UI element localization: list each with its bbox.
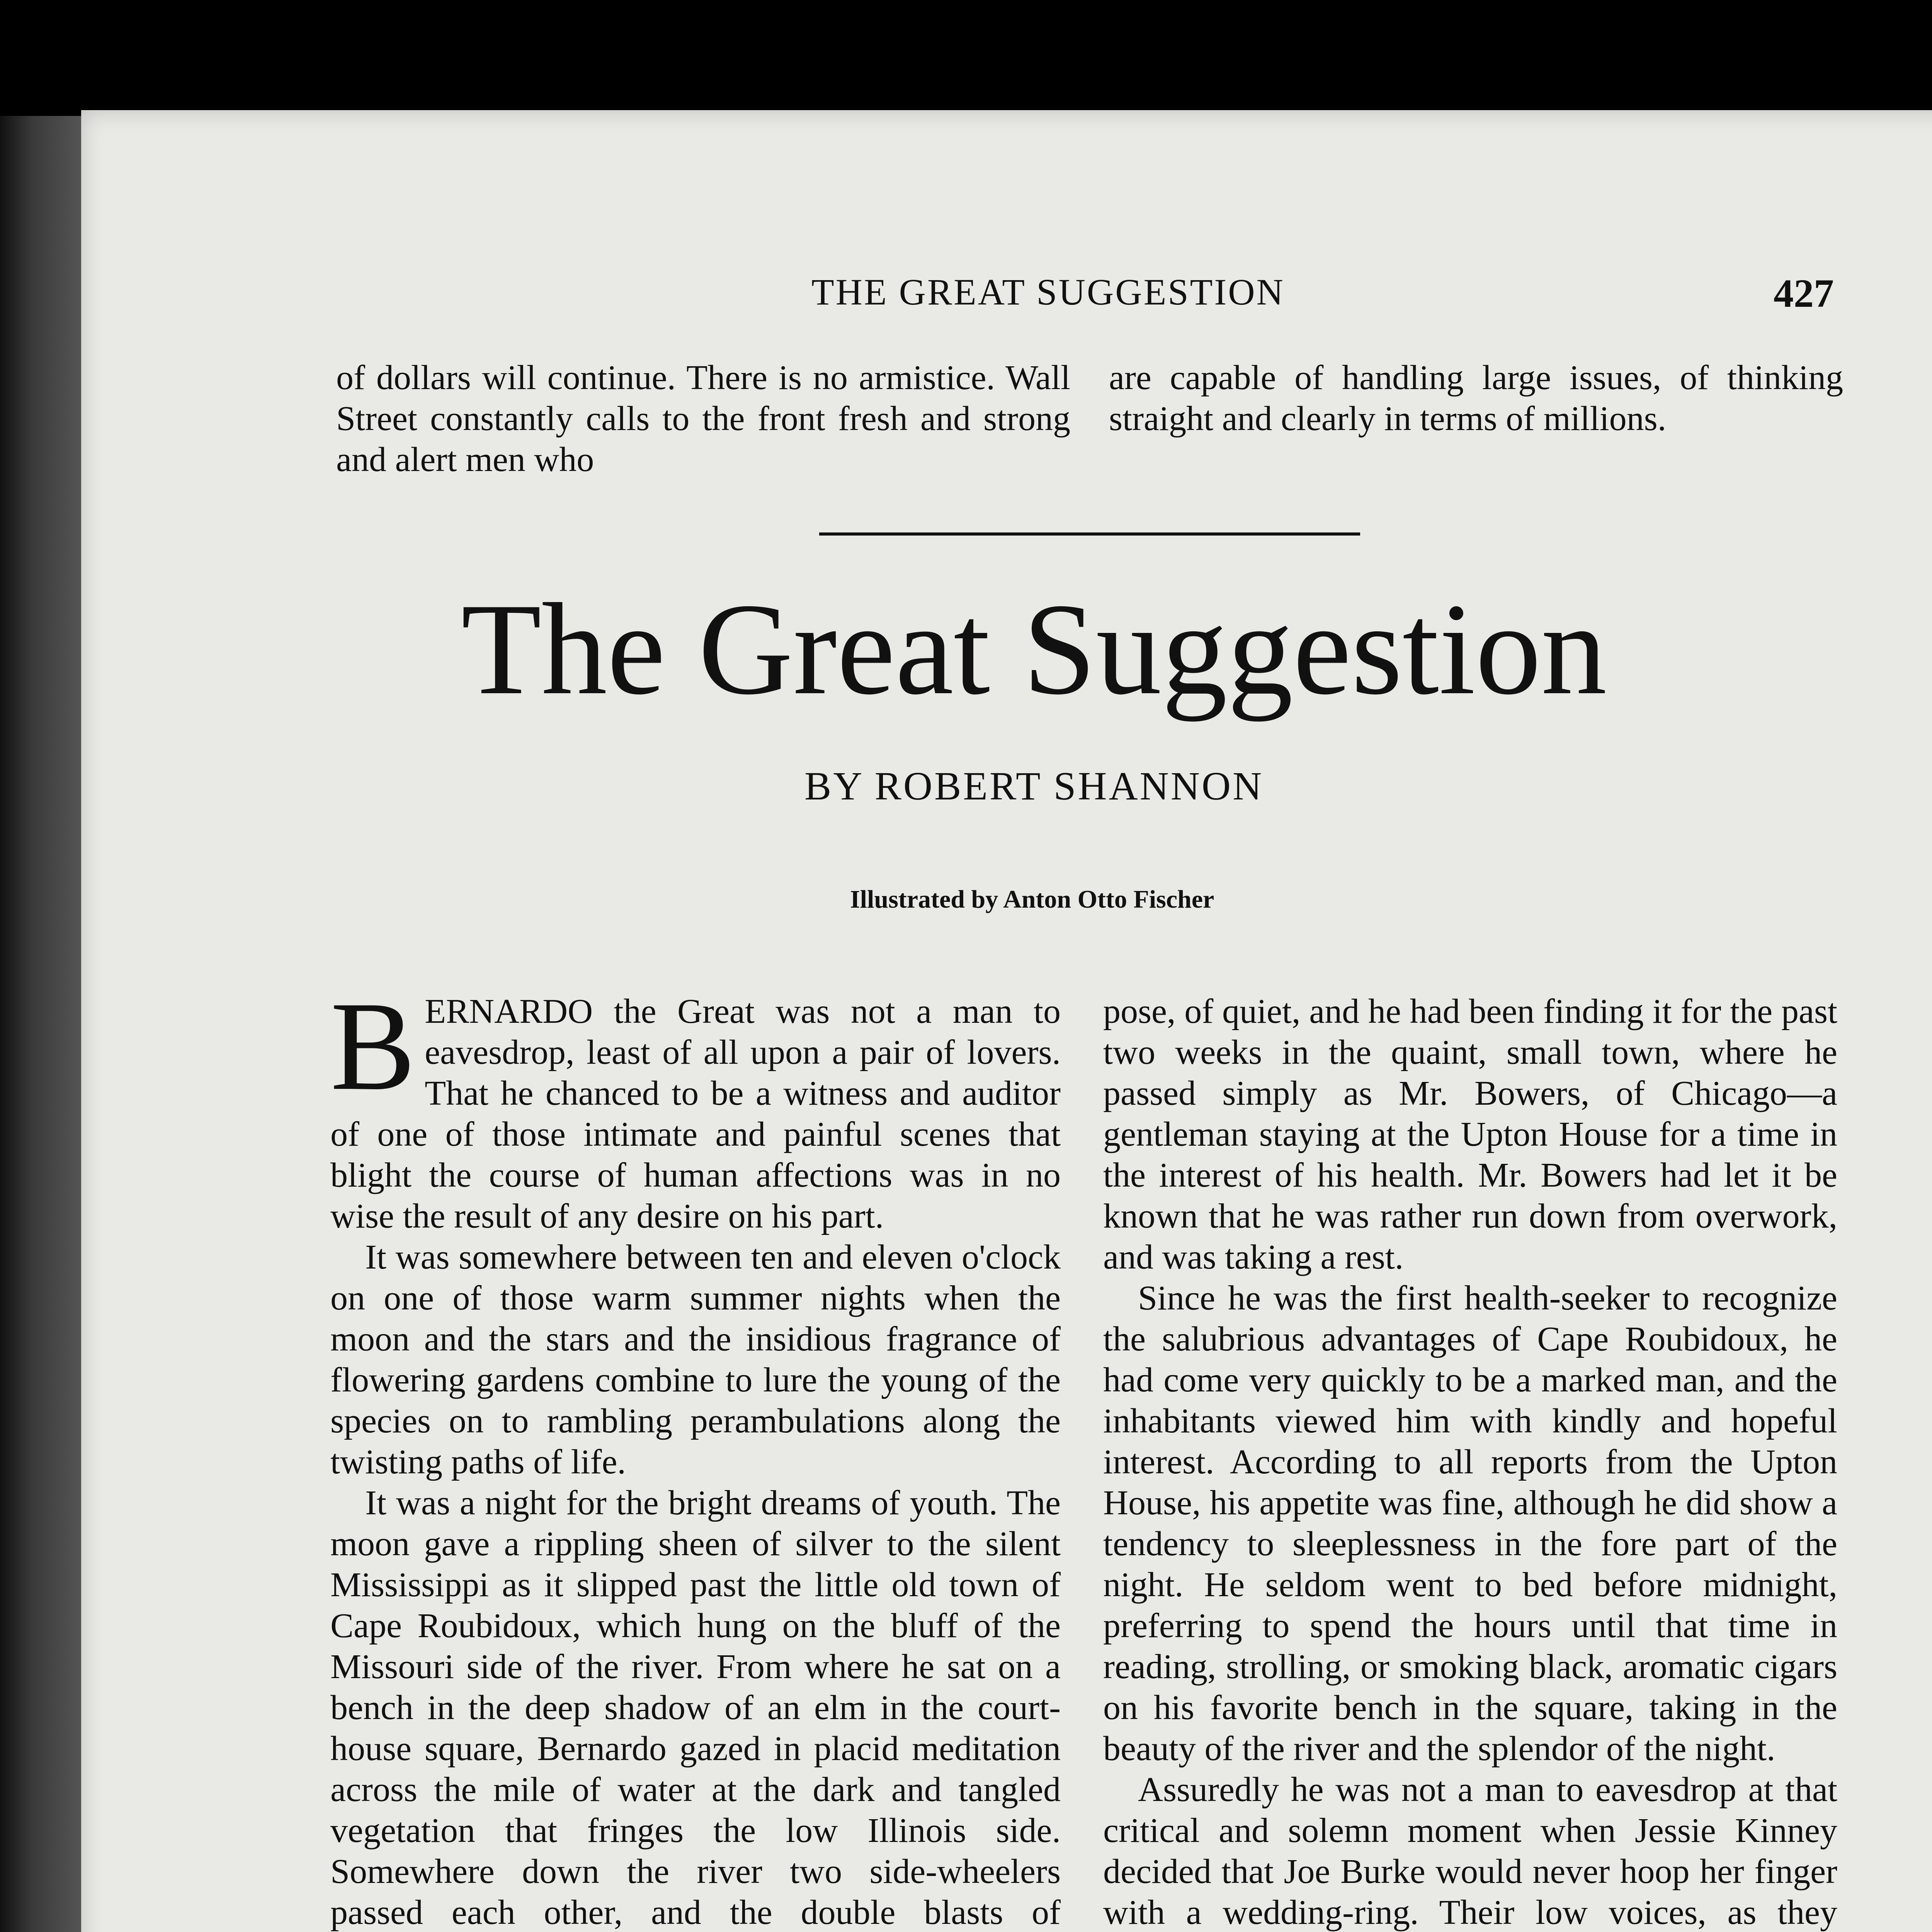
page-number: 427 (1774, 271, 1834, 316)
body-paragraph (330, 976, 1061, 1237)
body-paragraph: Since he was the first health-seeker to recognize the salubrious advantages of Cape Roubidoux, he had come very quickly to be a marked man, and the inhabitants viewed him with kindly and hopeful interest. According to all reports from the Upton House, his appetite was fine, although he did show a tendency to sleeplessness in the fore part of the night. He seldom went to bed before midnight, preferring to spend the hours until that time in reading, strolling, or smoking black, aromatic cigars on his favorite bench in the square, taking in the beauty of the river and the splendor of the night. (1103, 1279, 1837, 1768)
carryover-left-column (336, 357, 1070, 480)
book-spine-shadow (0, 116, 81, 1932)
drop-cap: B (330, 976, 416, 1117)
carryover-right-text: are capable of handling large issues, of thinking straight and clearly in terms of millions. (1109, 359, 1843, 438)
body-left-column (330, 976, 1061, 1932)
body-paragraph: pose, of quiet, and he had been finding it for the past two weeks in the quaint, small town, where he passed simply as Mr. Bowers, of Chicago—a gentleman staying at the Upton House for a time in the interest of his health. Mr. Bowers had let it be known that he was rather run down from overwork, and was taking a rest. (1103, 992, 1837, 1276)
carryover-right-column (1109, 357, 1843, 439)
body-paragraph: It was somewhere between ten and eleven o'clock on one of those warm summer nights when the moon and the stars and the insidious fragrance of flowering gardens combine to lure the young of the species on to rambling perambulations along the twisting paths of life. (330, 1238, 1061, 1481)
carryover-left-text: of dollars will continue. There is no armistice. Wall Street constantly calls to the front fresh and strong and alert men who (336, 359, 1070, 479)
illustrator-credit: Illustrated by Anton Otto Fischer (850, 885, 1214, 913)
body-paragraph: It was a night for the bright dreams of youth. The moon gave a rippling sheen of silver to the silent Mississippi as it slipped past the little old town of Cape Roubidoux, which hung on the bluff of the Missouri side of the river. From where he sat on a bench in the deep shadow of an elm in the court-house square, Bernardo gazed in placid meditation across the mile of water at the dark and tangled vegetation that fringes the low Illinois side. Somewhere down the river two side-wheelers passed each other, and the double blasts of (330, 1484, 1061, 1932)
running-head: THE GREAT SUGGESTION (811, 271, 1285, 313)
body-right-column (1103, 991, 1837, 1932)
section-divider-rule (819, 532, 1360, 536)
story-title: The Great Suggestion (461, 576, 1607, 722)
first-paragraph-text: ERNARDO the Great was not a man to eavesdrop, least of all upon a pair of lovers. That he chanced to be a witness and auditor of one of those intimate and painful scenes that blight the course of human affections was in no wise the result of any desire on his part. (330, 992, 1061, 1235)
story-byline: BY ROBERT SHANNON (804, 764, 1264, 808)
body-paragraph: Assuredly he was not a man to eavesdrop at that critical and solemn moment when Jessie Kinney decided that Joe Burke would never hoop her finger with a wedding-ring. Their low voices, as they (1103, 1770, 1837, 1932)
